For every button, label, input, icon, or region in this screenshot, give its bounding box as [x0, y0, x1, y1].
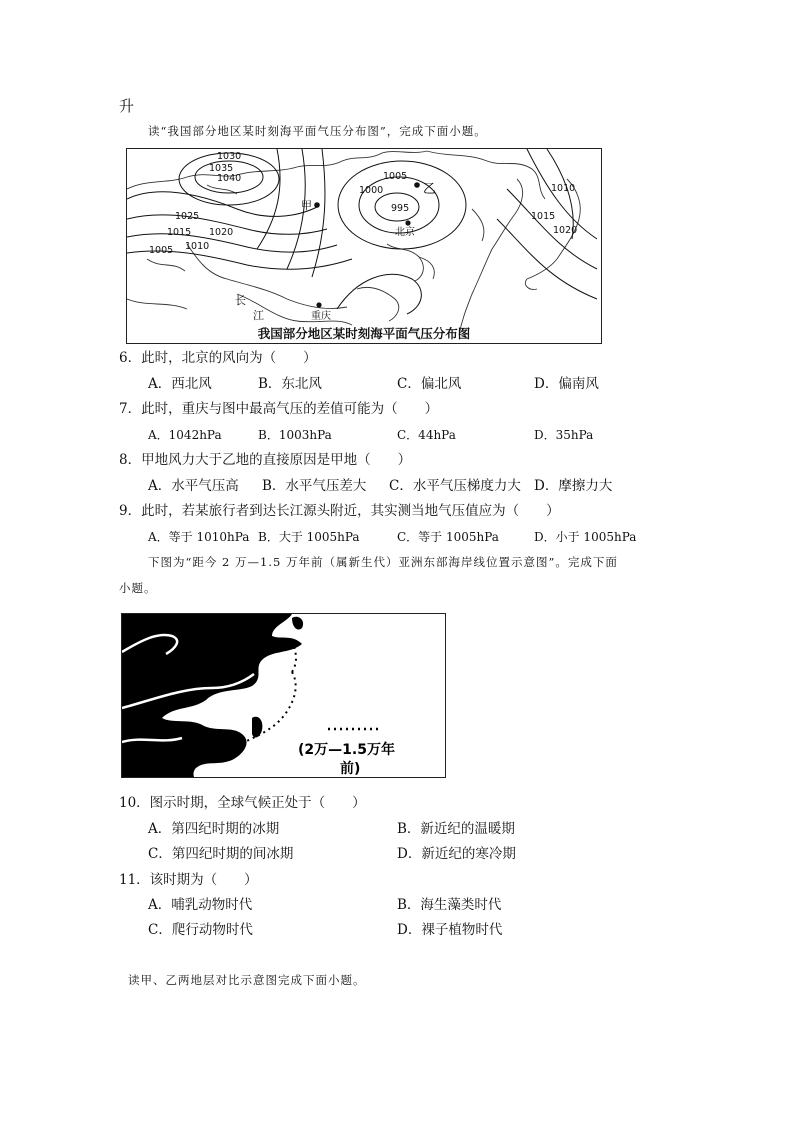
isobar-label: 1025 — [175, 211, 200, 222]
isobar-label: 1015 — [167, 227, 192, 238]
question-7-option-b: B．1003hPa — [258, 428, 332, 442]
place-label-jia: 甲 — [301, 199, 312, 212]
isobar-label: 1005 — [149, 245, 174, 256]
isobar-label: 1020 — [553, 225, 578, 236]
question-9-stem: 9．此时，若某旅行者到达长江源头附近，其实测当地气压值应为（ ） — [119, 503, 560, 519]
question-11-option-a: A．哺乳动物时代 — [148, 897, 253, 913]
jia-point-marker — [314, 202, 320, 208]
pressure-map-image — [127, 149, 601, 343]
question-6-option-c: C．偏北风 — [397, 376, 462, 392]
question-8-option-b: B．水平气压差大 — [262, 478, 367, 494]
isobar-label: 1015 — [531, 211, 556, 222]
isobar-label: 1040 — [217, 173, 242, 184]
question-8-option-d: D．摩擦力大 — [534, 478, 613, 494]
isobar-label: 1005 — [383, 171, 408, 182]
isobar-label: 1035 — [209, 163, 234, 174]
intro-paragraph-3: 读甲、乙两地层对比示意图完成下面小题。 — [128, 973, 366, 987]
beijing-point-marker — [405, 220, 410, 225]
place-label-chongqing: 重庆 — [311, 311, 331, 322]
carry-over-text: 升 — [119, 97, 135, 115]
question-6-stem: 6．此时，北京的风向为（ ） — [119, 350, 317, 366]
isobar-label: 1030 — [217, 151, 242, 162]
isobar-label: 1020 — [209, 227, 234, 238]
question-8-stem: 8．甲地风力大于乙地的直接原因是甲地（ ） — [119, 452, 412, 468]
intro-paragraph-1: 读“我国部分地区某时刻海平面气压分布图”，完成下面小题。 — [148, 124, 487, 138]
coastline-legend-label-line1: (2万—1.5万年 — [298, 742, 395, 758]
question-10-option-b: B．新近纪的温暖期 — [397, 821, 515, 837]
question-6-option-a: A．西北风 — [148, 376, 212, 392]
question-9-option-b: B．大于 1005hPa — [258, 530, 360, 544]
pressure-map-figure — [126, 148, 602, 344]
coastline-map-figure — [121, 613, 446, 778]
yi-point-marker — [414, 182, 420, 188]
place-label-yi: 乙 — [423, 182, 437, 197]
place-label-beijing: 北京 — [395, 227, 415, 238]
question-10-stem: 10．图示时期，全球气候正处于（ ） — [119, 795, 366, 811]
question-9-option-a: A．等于 1010hPa — [148, 530, 250, 544]
question-7-option-d: D．35hPa — [534, 428, 594, 442]
intro-paragraph-2: 下图为“距今 2 万—1.5 万年前（属新生代）亚洲东部海岸线位置示意图”。完成下面 — [148, 555, 618, 569]
question-10-option-a: A．第四纪时期的冰期 — [148, 821, 280, 837]
isobar-label: 1010 — [551, 183, 576, 194]
question-8-option-c: C．水平气压梯度力大 — [389, 478, 521, 494]
place-label-jiang: 江 — [253, 309, 264, 322]
question-7-stem: 7．此时，重庆与图中最高气压的差值可能为（ ） — [119, 401, 439, 417]
question-6-option-b: B．东北风 — [258, 376, 322, 392]
chongqing-point-marker — [316, 302, 321, 307]
question-9-option-d: D．小于 1005hPa — [534, 530, 637, 544]
question-10-option-d: D．新近纪的寒冷期 — [397, 846, 516, 862]
pressure-map-caption: 我国部分地区某时刻海平面气压分布图 — [257, 326, 471, 341]
question-11-option-d: D．裸子植物时代 — [397, 922, 503, 938]
question-9-option-c: C．等于 1005hPa — [397, 530, 499, 544]
question-11-option-b: B．海生藻类时代 — [397, 897, 502, 913]
isobar-label: 1000 — [359, 185, 384, 196]
place-label-chang: 长 — [235, 294, 246, 307]
coastline-map-image — [122, 614, 445, 777]
intro-paragraph-2-continued: 小题。 — [119, 581, 157, 595]
question-7-option-c: C．44hPa — [397, 428, 456, 442]
isobar-label: 995 — [391, 203, 410, 214]
question-10-option-c: C．第四纪时期的间冰期 — [148, 846, 294, 862]
isobar-label: 1010 — [185, 241, 210, 252]
coastline-legend-label-line2: 前) — [340, 761, 361, 777]
question-6-option-d: D．偏南风 — [534, 376, 599, 392]
question-8-option-a: A．水平气压高 — [148, 478, 239, 494]
question-11-option-c: C．爬行动物时代 — [148, 922, 253, 938]
question-11-stem: 11．该时期为（ ） — [119, 872, 258, 888]
question-7-option-a: A．1042hPa — [148, 428, 222, 442]
